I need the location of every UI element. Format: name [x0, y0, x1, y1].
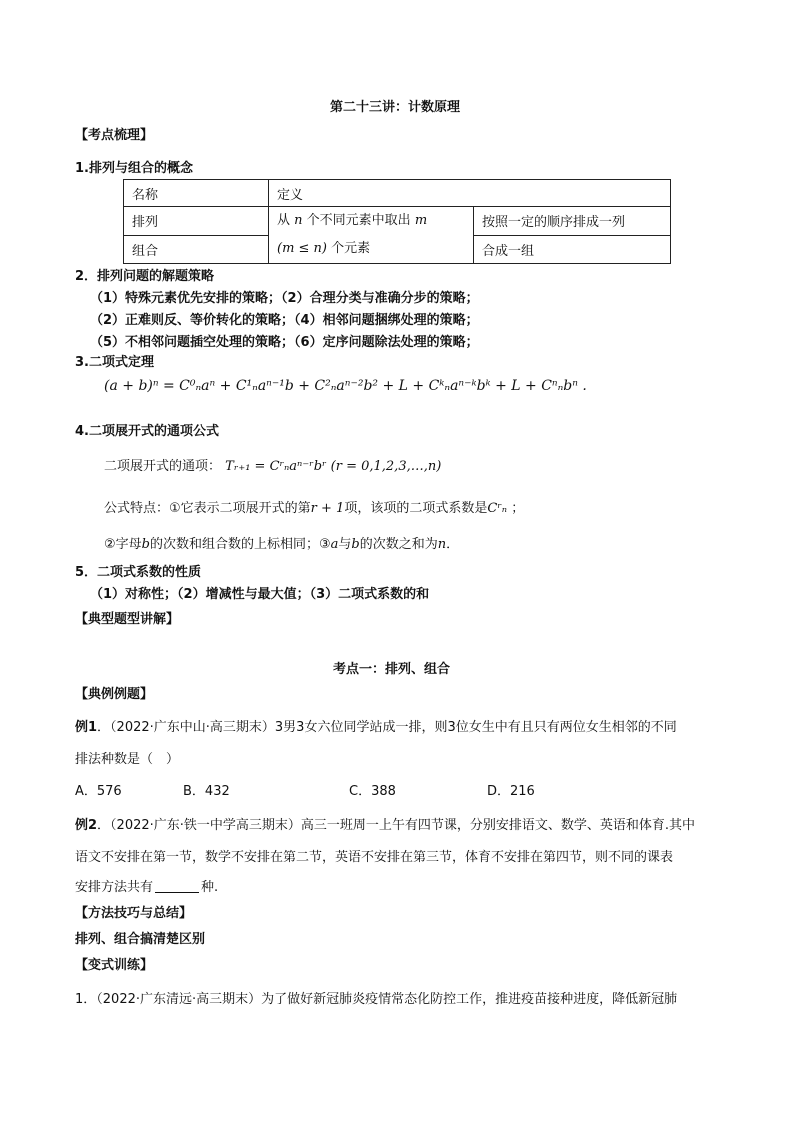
math-r-plus-1: r + 1	[310, 501, 345, 516]
def-text-c: 个元素	[331, 241, 371, 256]
section-header-bianshi: 【变式训练】	[75, 958, 154, 973]
feature-2-text-a: ②字母	[104, 537, 142, 552]
example-1-option-c: C．388	[349, 784, 396, 799]
table-cell-combination: 组合	[124, 235, 269, 264]
section-header-dianxing: 【典型题型讲解】	[75, 612, 180, 627]
section-header-dianli: 【典例例题】	[75, 687, 154, 702]
strategy-line-2: （2）正难则反、等价转化的策略；（4）相邻问题捆绑处理的策略；	[90, 313, 479, 328]
example-2-line-3	[75, 876, 218, 895]
strategy-line-1: （1）特殊元素优先安排的策略；（2）合理分类与准确分步的策略；	[90, 291, 479, 306]
answer-blank[interactable]	[155, 880, 199, 893]
section-5-properties: （1）对称性；（2）增减性与最大值；（3）二项式系数的和	[90, 587, 430, 602]
math-b: b	[351, 537, 360, 552]
formula-feature-2: ②字母b的次数和组合数的上标相同；③a与b的次数之和为n．	[104, 537, 460, 552]
section-1-title: 1.排列与组合的概念	[75, 161, 193, 176]
general-term-label: 二项展开式的通项：	[104, 459, 222, 474]
variant-1-line: 1．（2022·广东清远·高三期末）为了做好新冠肺炎疫情常态化防控工作，推进疫苗接种进度，降低新冠肺	[75, 992, 678, 1007]
section-2-title: 2．排列问题的解题策略	[75, 269, 215, 284]
table-cell-permutation-def: 按照一定的顺序排成一列	[474, 207, 671, 236]
example-2-label: 例2	[75, 818, 98, 833]
method-summary: 排列、组合搞清楚区别	[75, 932, 206, 947]
formula-feature-1: 公式特点：①它表示二项展开式的第r + 1项，该项的二项式系数是Cʳₙ ；	[104, 501, 525, 516]
math-n: n	[437, 537, 447, 552]
section-5-title: 5．二项式系数的性质	[75, 565, 202, 580]
table-header-definition: 定义	[269, 180, 671, 207]
general-term-formula: Tᵣ₊₁ = Cʳₙaⁿ⁻ʳbʳ (r = 0,1,2,3,…,n)	[225, 459, 442, 474]
feature-2-text-d: 的次数之和为	[359, 537, 438, 552]
feature-1-text-b: 项，该项的二项式系数是	[344, 501, 488, 516]
math-m-le-n: (m ≤ n)	[277, 241, 328, 256]
example-2-text: ．（2022·广东·铁一中学高三期末）高三一班周一上午有四节课，分别安排语文、数学、英语和体育.其中	[97, 818, 696, 833]
table-cell-definition-shared	[269, 207, 474, 264]
binomial-theorem-formula: (a + b)ⁿ = C⁰ₙaⁿ + C¹ₙaⁿ⁻¹b + C²ₙaⁿ⁻²b² + L + Cᵏₙaⁿ⁻ᵏbᵏ + L + Cⁿₙbⁿ .	[104, 378, 587, 394]
math-n: n	[294, 213, 303, 228]
section-4-title: 4.二项展开式的通项公式	[75, 424, 219, 439]
example-1-option-a: A．576	[75, 784, 122, 799]
def-text-a: 从	[277, 213, 291, 228]
table-cell-combination-def: 合成一组	[474, 235, 671, 264]
feature-1-text-a: 公式特点：①它表示二项展开式的第	[104, 501, 311, 516]
table-row	[124, 180, 671, 207]
topic-1-title: 考点一：排列、组合	[333, 662, 451, 677]
example-1-line-1	[75, 716, 677, 735]
table-header-name: 名称	[124, 180, 269, 207]
section-3-title: 3.二项式定理	[75, 355, 154, 370]
math-m: m	[414, 213, 428, 228]
example-2-text-3b: 种.	[201, 880, 219, 895]
math-b: b	[141, 537, 150, 552]
section-header-kaodian: 【考点梳理】	[75, 128, 154, 143]
example-1-line-2: 排法种数是（ ）	[75, 752, 180, 767]
def-text-b: 个不同元素中取出	[306, 213, 411, 228]
example-2-line-1	[75, 814, 695, 833]
feature-2-text-b: 的次数和组合数的上标相同；③	[149, 537, 331, 552]
feature-2-text-c: 与	[338, 537, 352, 552]
example-1-label: 例1	[75, 720, 98, 735]
table-row	[124, 207, 671, 236]
math-c-nr: Cʳₙ	[487, 501, 508, 516]
page-title: 第二十三讲：计数原理	[330, 100, 461, 115]
strategy-line-3: （5）不相邻问题插空处理的策略；（6）定序问题除法处理的策略；	[90, 335, 479, 350]
example-1-option-b: B．432	[183, 784, 230, 799]
example-1-text: ．（2022·广东中山·高三期末）3男3女六位同学站成一排，则3位女生中有且只有两位女生相邻的不同	[97, 720, 677, 735]
table-cell-permutation: 排列	[124, 207, 269, 236]
example-2-line-2: 语文不安排在第一节，数学不安排在第二节，英语不安排在第三节，体育不安排在第四节，则不同的课表	[75, 850, 674, 865]
example-1-option-d: D．216	[487, 784, 535, 799]
concept-table	[123, 179, 671, 264]
math-a: a	[330, 537, 339, 552]
example-2-text-3a: 安排方法共有	[75, 880, 154, 895]
general-term-line	[104, 455, 441, 474]
section-header-fangfa: 【方法技巧与总结】	[75, 906, 193, 921]
